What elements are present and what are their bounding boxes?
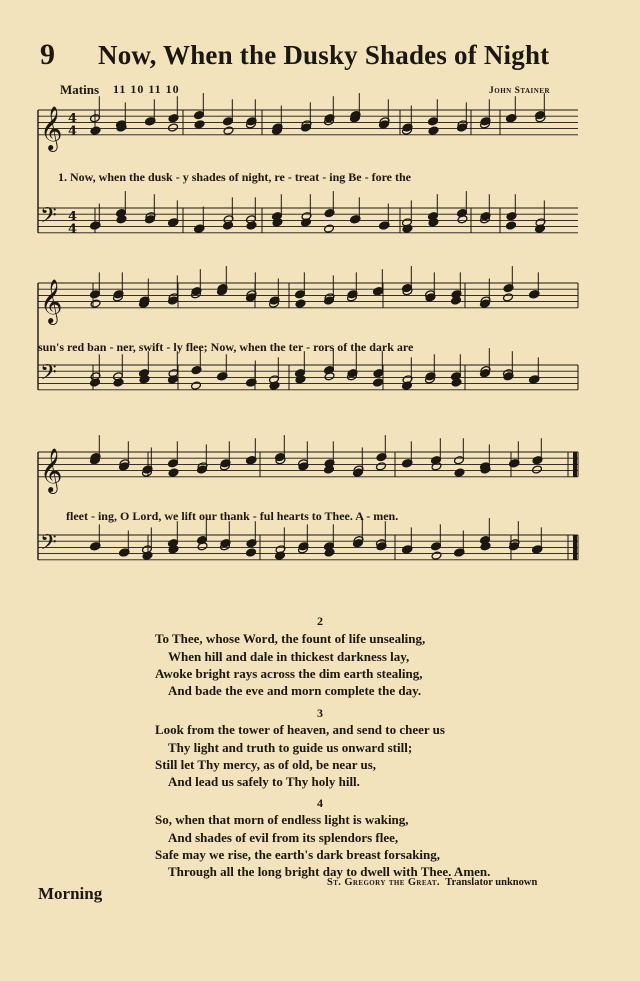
note-head	[223, 117, 234, 126]
author: St. Gregory the Great.	[327, 877, 440, 888]
verse-line: To Thee, whose Word, the fount of life unsealing,	[155, 631, 426, 646]
note-head	[431, 542, 442, 551]
note-head	[295, 290, 306, 299]
note-head	[168, 459, 179, 468]
note-head	[431, 551, 442, 560]
verse-line: Through all the long bright day to dwell with Thee. Amen.	[168, 864, 491, 879]
treble-clef-icon: 𝄞	[40, 278, 63, 323]
hymn-title: Now, When the Dusky Shades of Night	[98, 40, 550, 70]
bass-clef-icon: 𝄢	[40, 360, 57, 391]
verse-number: 4	[317, 796, 323, 810]
note-head	[168, 123, 179, 132]
note-head	[90, 299, 101, 308]
note-head	[246, 548, 257, 557]
final-barline	[573, 535, 577, 560]
note-head	[376, 462, 387, 471]
composer: John Stainer	[489, 86, 551, 96]
verse-line: And shades of evil from its splendors flee,	[168, 830, 399, 845]
note-head	[373, 378, 384, 387]
lyric-line-1: 1. Now, when the dusk - y shades of night, re - treat - ing Be - fore the	[58, 170, 411, 184]
section-label: Morning	[38, 884, 103, 903]
verse-line: When hill and dale in thickest darkness lay,	[168, 649, 410, 664]
note-head	[428, 126, 439, 135]
time-signature-bottom: 4	[68, 221, 78, 237]
verse-line: Look from the tower of heaven, and send to cheer us	[155, 722, 445, 737]
note-head	[168, 468, 179, 477]
verse-line: Awoke bright rays across the dim earth stealing,	[155, 666, 423, 681]
verse-line: So, when that morn of endless light is waking,	[155, 812, 409, 827]
note-head	[503, 293, 514, 302]
translator: Translator unknown	[445, 877, 538, 888]
treble-clef-icon: 𝄞	[40, 105, 63, 150]
verse-number: 3	[317, 706, 323, 720]
note-head	[532, 465, 543, 474]
note-head	[454, 468, 465, 477]
lyric-line-2: sun's red ban - ner, swift - ly flee; Now, when the ter - rors of the dark are	[38, 340, 414, 354]
attribution	[327, 877, 537, 888]
note-head	[506, 221, 517, 230]
note-head	[454, 456, 465, 465]
hymn-number: 9	[40, 38, 55, 71]
note-head	[428, 117, 439, 126]
verse-line: And lead us safely to Thy holy hill.	[168, 774, 360, 789]
time-signature-top: 4	[68, 209, 78, 225]
time-signature-bottom: 4	[68, 123, 78, 139]
verse-number: 2	[317, 614, 323, 628]
bass-clef-icon: 𝄢	[40, 203, 57, 234]
note-head	[194, 120, 205, 129]
verse-line: Safe may we rise, the earth's dark breast forsaking,	[155, 847, 441, 862]
lyric-line-3: fleet - ing, O Lord, we lift our thank - ful hearts to Thee. A - men.	[66, 509, 399, 523]
note-head	[324, 224, 335, 233]
verse-line: Thy light and truth to guide us onward still;	[168, 740, 413, 755]
tune-name: Matins	[60, 82, 99, 97]
note-head	[90, 126, 101, 135]
note-head	[90, 290, 101, 299]
final-barline	[573, 452, 577, 477]
note-head	[194, 111, 205, 120]
time-signature-top: 4	[68, 111, 78, 127]
verse-line: And bade the eve and morn complete the day.	[168, 683, 422, 698]
note-head	[295, 299, 306, 308]
treble-clef-icon: 𝄞	[40, 447, 63, 492]
note-head	[191, 381, 202, 390]
note-head	[223, 126, 234, 135]
bass-clef-icon: 𝄢	[40, 530, 57, 561]
verse-line: Still let Thy mercy, as of old, be near us,	[155, 757, 377, 772]
metrical-pattern: 11 10 11 10	[113, 82, 180, 96]
